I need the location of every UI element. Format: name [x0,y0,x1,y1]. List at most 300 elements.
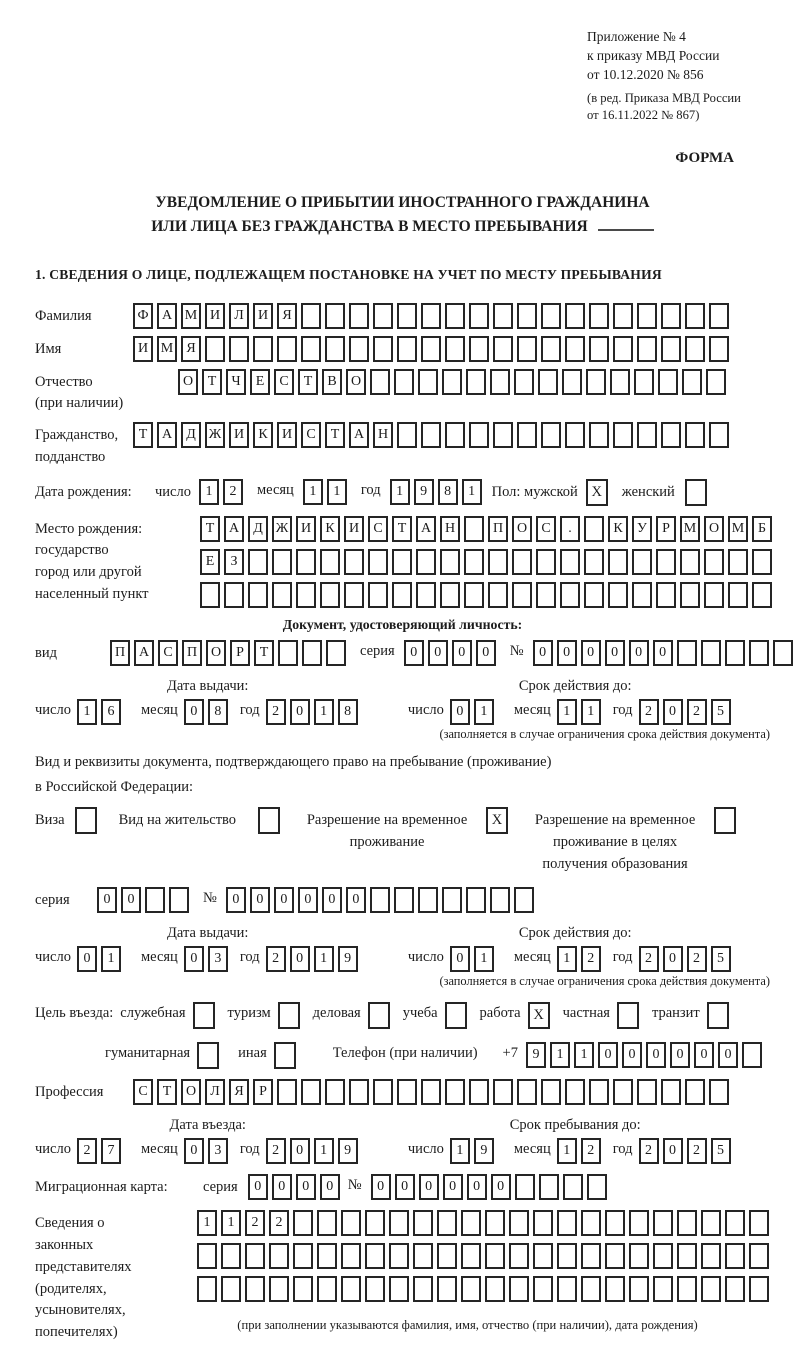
char-cell[interactable]: С [274,369,294,395]
char-cell[interactable] [629,1210,649,1236]
char-cell[interactable] [584,549,604,575]
char-cell[interactable] [445,1079,465,1105]
char-cell[interactable]: 0 [184,946,204,972]
char-cell[interactable] [490,887,510,913]
purpose-study-checkbox[interactable] [445,1002,467,1029]
char-cell[interactable] [653,1243,673,1269]
char-cell[interactable] [394,887,414,913]
char-cell[interactable]: 1 [450,1138,470,1164]
char-cell[interactable]: 0 [491,1174,511,1200]
char-cell[interactable]: 0 [467,1174,487,1200]
char-cell[interactable]: 0 [395,1174,415,1200]
char-cell[interactable] [685,1079,705,1105]
char-cell[interactable]: 1 [557,1138,577,1164]
char-cell[interactable]: 6 [101,699,121,725]
char-cell[interactable]: 0 [77,946,97,972]
char-cell[interactable]: Я [181,336,201,362]
char-cell[interactable] [701,1210,721,1236]
char-cell[interactable] [493,1079,513,1105]
char-cell[interactable]: А [349,422,369,448]
char-cell[interactable]: Т [254,640,274,666]
char-cell[interactable] [277,1079,297,1105]
char-cell[interactable]: 0 [663,946,683,972]
char-cell[interactable] [565,1079,585,1105]
char-cell[interactable]: 2 [266,1138,286,1164]
char-cell[interactable] [461,1276,481,1302]
char-cell[interactable]: 0 [646,1042,666,1068]
char-cell[interactable]: 0 [274,887,294,913]
char-cell[interactable] [560,549,580,575]
char-cell[interactable] [464,516,484,542]
char-cell[interactable] [490,369,510,395]
char-cell[interactable] [565,303,585,329]
char-cell[interactable]: 8 [438,479,458,505]
char-cell[interactable] [749,1276,769,1302]
char-cell[interactable]: Д [181,422,201,448]
char-cell[interactable] [392,549,412,575]
char-cell[interactable] [145,887,165,913]
char-cell[interactable]: Ж [205,422,225,448]
char-cell[interactable]: 0 [450,946,470,972]
char-cell[interactable] [169,887,189,913]
char-cell[interactable] [749,1243,769,1269]
char-cell[interactable] [493,422,513,448]
char-cell[interactable]: 2 [266,946,286,972]
char-cell[interactable]: 1 [77,699,97,725]
char-cell[interactable] [565,422,585,448]
char-cell[interactable] [536,582,556,608]
char-cell[interactable] [587,1174,607,1200]
char-cell[interactable]: 0 [290,699,310,725]
char-cell[interactable] [557,1210,577,1236]
char-cell[interactable] [538,369,558,395]
char-cell[interactable] [370,887,390,913]
char-cell[interactable] [749,1210,769,1236]
char-cell[interactable] [373,336,393,362]
char-cell[interactable] [197,1243,217,1269]
char-cell[interactable]: И [344,516,364,542]
char-cell[interactable]: Л [229,303,249,329]
char-cell[interactable] [317,1210,337,1236]
char-cell[interactable] [560,582,580,608]
char-cell[interactable]: 5 [711,946,731,972]
purpose-transit-checkbox[interactable] [707,1002,729,1029]
char-cell[interactable] [632,582,652,608]
char-cell[interactable] [301,303,321,329]
char-cell[interactable] [278,640,298,666]
char-cell[interactable] [581,1276,601,1302]
char-cell[interactable]: С [368,516,388,542]
char-cell[interactable]: Т [202,369,222,395]
char-cell[interactable]: 2 [639,1138,659,1164]
char-cell[interactable] [440,582,460,608]
char-cell[interactable] [317,1243,337,1269]
temp-residence-checkbox[interactable]: X [486,807,508,834]
char-cell[interactable] [421,336,441,362]
char-cell[interactable] [517,336,537,362]
char-cell[interactable] [461,1243,481,1269]
char-cell[interactable]: А [416,516,436,542]
char-cell[interactable] [466,887,486,913]
char-cell[interactable]: 2 [77,1138,97,1164]
char-cell[interactable]: 0 [97,887,117,913]
char-cell[interactable] [685,422,705,448]
char-cell[interactable] [608,582,628,608]
char-cell[interactable] [677,1276,697,1302]
char-cell[interactable] [533,1276,553,1302]
char-cell[interactable]: 2 [581,1138,601,1164]
char-cell[interactable] [349,303,369,329]
char-cell[interactable] [416,582,436,608]
char-cell[interactable] [728,549,748,575]
purpose-other-checkbox[interactable] [274,1042,296,1069]
char-cell[interactable]: 0 [653,640,673,666]
char-cell[interactable] [605,1210,625,1236]
char-cell[interactable] [709,303,729,329]
char-cell[interactable]: А [134,640,154,666]
char-cell[interactable] [341,1276,361,1302]
char-cell[interactable]: 7 [101,1138,121,1164]
char-cell[interactable]: 2 [269,1210,289,1236]
char-cell[interactable]: Р [656,516,676,542]
char-cell[interactable] [653,1276,673,1302]
char-cell[interactable] [418,887,438,913]
char-cell[interactable] [445,422,465,448]
char-cell[interactable]: М [181,303,201,329]
char-cell[interactable] [373,303,393,329]
char-cell[interactable]: О [181,1079,201,1105]
char-cell[interactable] [229,336,249,362]
char-cell[interactable] [397,1079,417,1105]
char-cell[interactable] [637,422,657,448]
char-cell[interactable] [373,1079,393,1105]
char-cell[interactable] [442,887,462,913]
char-cell[interactable] [349,1079,369,1105]
char-cell[interactable] [464,549,484,575]
char-cell[interactable] [413,1276,433,1302]
char-cell[interactable] [469,422,489,448]
char-cell[interactable]: 1 [303,479,323,505]
char-cell[interactable] [440,549,460,575]
char-cell[interactable] [586,369,606,395]
char-cell[interactable] [677,1243,697,1269]
char-cell[interactable] [589,336,609,362]
char-cell[interactable]: П [110,640,130,666]
char-cell[interactable] [752,549,772,575]
char-cell[interactable]: 0 [346,887,366,913]
char-cell[interactable] [296,582,316,608]
char-cell[interactable] [365,1276,385,1302]
char-cell[interactable] [656,549,676,575]
char-cell[interactable] [221,1276,241,1302]
char-cell[interactable] [704,549,724,575]
char-cell[interactable] [293,1210,313,1236]
char-cell[interactable] [469,1079,489,1105]
char-cell[interactable] [557,1243,577,1269]
char-cell[interactable]: Е [250,369,270,395]
char-cell[interactable]: 8 [338,699,358,725]
char-cell[interactable] [661,1079,681,1105]
char-cell[interactable] [389,1276,409,1302]
char-cell[interactable]: Т [200,516,220,542]
char-cell[interactable] [269,1276,289,1302]
char-cell[interactable] [389,1210,409,1236]
char-cell[interactable] [445,303,465,329]
char-cell[interactable]: И [133,336,153,362]
char-cell[interactable] [637,336,657,362]
char-cell[interactable]: У [632,516,652,542]
char-cell[interactable] [509,1210,529,1236]
char-cell[interactable] [253,336,273,362]
char-cell[interactable] [320,582,340,608]
char-cell[interactable]: 9 [526,1042,546,1068]
char-cell[interactable]: 0 [443,1174,463,1200]
char-cell[interactable]: 0 [290,946,310,972]
char-cell[interactable]: О [206,640,226,666]
char-cell[interactable] [368,549,388,575]
char-cell[interactable] [445,336,465,362]
char-cell[interactable]: 0 [322,887,342,913]
char-cell[interactable]: Е [200,549,220,575]
char-cell[interactable] [437,1276,457,1302]
visa-checkbox[interactable] [75,807,97,834]
char-cell[interactable]: 5 [711,699,731,725]
char-cell[interactable]: 0 [371,1174,391,1200]
char-cell[interactable]: Т [392,516,412,542]
purpose-humanitarian-checkbox[interactable] [197,1042,219,1069]
char-cell[interactable]: 0 [581,640,601,666]
char-cell[interactable]: О [512,516,532,542]
char-cell[interactable] [349,336,369,362]
char-cell[interactable]: 1 [314,699,334,725]
char-cell[interactable] [392,582,412,608]
char-cell[interactable] [272,582,292,608]
char-cell[interactable]: 2 [245,1210,265,1236]
char-cell[interactable] [709,422,729,448]
char-cell[interactable]: Т [133,422,153,448]
char-cell[interactable]: 9 [474,1138,494,1164]
char-cell[interactable] [685,303,705,329]
char-cell[interactable] [325,336,345,362]
char-cell[interactable]: 0 [663,699,683,725]
char-cell[interactable] [464,582,484,608]
char-cell[interactable] [752,582,772,608]
char-cell[interactable] [368,582,388,608]
char-cell[interactable]: 0 [663,1138,683,1164]
char-cell[interactable] [658,369,678,395]
char-cell[interactable]: В [322,369,342,395]
char-cell[interactable]: Н [373,422,393,448]
char-cell[interactable]: 0 [184,699,204,725]
char-cell[interactable]: 1 [199,479,219,505]
gender-female-checkbox[interactable] [685,479,707,506]
title-blank-line[interactable] [598,229,654,231]
char-cell[interactable] [584,582,604,608]
residence-permit-checkbox[interactable] [258,807,280,834]
char-cell[interactable]: 0 [226,887,246,913]
char-cell[interactable] [514,369,534,395]
char-cell[interactable]: 1 [390,479,410,505]
char-cell[interactable] [557,1276,577,1302]
char-cell[interactable]: 1 [474,946,494,972]
char-cell[interactable] [541,422,561,448]
char-cell[interactable]: 8 [208,699,228,725]
char-cell[interactable]: 0 [476,640,496,666]
char-cell[interactable]: 2 [687,946,707,972]
char-cell[interactable] [413,1210,433,1236]
char-cell[interactable] [221,1243,241,1269]
char-cell[interactable]: 1 [581,699,601,725]
char-cell[interactable] [344,549,364,575]
temp-residence-education-checkbox[interactable] [714,807,736,834]
char-cell[interactable]: Т [157,1079,177,1105]
char-cell[interactable]: 2 [223,479,243,505]
char-cell[interactable] [296,549,316,575]
char-cell[interactable]: 9 [338,1138,358,1164]
char-cell[interactable] [605,1243,625,1269]
char-cell[interactable] [437,1210,457,1236]
char-cell[interactable]: 0 [557,640,577,666]
char-cell[interactable] [589,1079,609,1105]
char-cell[interactable] [341,1243,361,1269]
char-cell[interactable]: М [728,516,748,542]
char-cell[interactable]: Ж [272,516,292,542]
char-cell[interactable] [541,303,561,329]
char-cell[interactable]: К [608,516,628,542]
char-cell[interactable]: 1 [101,946,121,972]
char-cell[interactable]: П [182,640,202,666]
char-cell[interactable] [418,369,438,395]
char-cell[interactable] [512,549,532,575]
char-cell[interactable] [608,549,628,575]
char-cell[interactable]: 1 [557,699,577,725]
char-cell[interactable] [565,336,585,362]
char-cell[interactable]: О [346,369,366,395]
char-cell[interactable]: 0 [320,1174,340,1200]
char-cell[interactable]: 0 [694,1042,714,1068]
char-cell[interactable]: 0 [622,1042,642,1068]
char-cell[interactable]: А [157,303,177,329]
char-cell[interactable] [589,422,609,448]
char-cell[interactable]: С [133,1079,153,1105]
char-cell[interactable]: 2 [266,699,286,725]
char-cell[interactable]: И [205,303,225,329]
char-cell[interactable]: Р [253,1079,273,1105]
char-cell[interactable]: 0 [296,1174,316,1200]
char-cell[interactable]: 0 [290,1138,310,1164]
char-cell[interactable] [302,640,322,666]
char-cell[interactable] [200,582,220,608]
char-cell[interactable] [605,1276,625,1302]
char-cell[interactable] [197,1276,217,1302]
char-cell[interactable]: 2 [639,946,659,972]
char-cell[interactable]: А [224,516,244,542]
char-cell[interactable] [749,640,769,666]
char-cell[interactable] [685,336,705,362]
purpose-work-checkbox[interactable]: X [528,1002,550,1029]
char-cell[interactable]: 1 [221,1210,241,1236]
char-cell[interactable]: Я [277,303,297,329]
char-cell[interactable] [709,1079,729,1105]
char-cell[interactable] [637,1079,657,1105]
char-cell[interactable] [344,582,364,608]
char-cell[interactable]: 0 [298,887,318,913]
char-cell[interactable] [589,303,609,329]
char-cell[interactable] [701,1243,721,1269]
char-cell[interactable]: 0 [718,1042,738,1068]
char-cell[interactable]: 1 [314,946,334,972]
char-cell[interactable]: З [224,549,244,575]
char-cell[interactable] [365,1243,385,1269]
char-cell[interactable]: 0 [452,640,472,666]
char-cell[interactable] [728,582,748,608]
char-cell[interactable] [317,1276,337,1302]
char-cell[interactable]: 2 [581,946,601,972]
char-cell[interactable] [773,640,793,666]
char-cell[interactable] [661,422,681,448]
char-cell[interactable] [488,549,508,575]
char-cell[interactable] [325,1079,345,1105]
char-cell[interactable] [416,549,436,575]
char-cell[interactable] [656,582,676,608]
char-cell[interactable] [421,303,441,329]
char-cell[interactable] [509,1276,529,1302]
char-cell[interactable] [488,582,508,608]
char-cell[interactable] [584,516,604,542]
char-cell[interactable] [742,1042,762,1068]
char-cell[interactable] [248,549,268,575]
char-cell[interactable] [469,303,489,329]
char-cell[interactable] [389,1243,409,1269]
char-cell[interactable]: Д [248,516,268,542]
char-cell[interactable] [725,640,745,666]
char-cell[interactable] [277,336,297,362]
char-cell[interactable] [517,1079,537,1105]
char-cell[interactable]: Ф [133,303,153,329]
char-cell[interactable] [437,1243,457,1269]
char-cell[interactable] [613,336,633,362]
char-cell[interactable] [442,369,462,395]
char-cell[interactable]: 0 [248,1174,268,1200]
char-cell[interactable] [661,303,681,329]
char-cell[interactable] [533,1210,553,1236]
char-cell[interactable] [581,1210,601,1236]
char-cell[interactable] [293,1276,313,1302]
char-cell[interactable] [269,1243,289,1269]
char-cell[interactable] [325,303,345,329]
char-cell[interactable]: Т [298,369,318,395]
char-cell[interactable] [701,640,721,666]
char-cell[interactable] [533,1243,553,1269]
char-cell[interactable] [320,549,340,575]
char-cell[interactable]: 0 [670,1042,690,1068]
char-cell[interactable]: Л [205,1079,225,1105]
char-cell[interactable] [680,582,700,608]
char-cell[interactable]: М [157,336,177,362]
char-cell[interactable]: 1 [462,479,482,505]
char-cell[interactable] [637,303,657,329]
char-cell[interactable] [301,1079,321,1105]
char-cell[interactable]: 2 [687,1138,707,1164]
char-cell[interactable] [613,422,633,448]
char-cell[interactable]: А [157,422,177,448]
char-cell[interactable] [205,336,225,362]
char-cell[interactable]: 5 [711,1138,731,1164]
char-cell[interactable] [485,1276,505,1302]
char-cell[interactable]: 1 [327,479,347,505]
char-cell[interactable] [704,582,724,608]
char-cell[interactable] [514,887,534,913]
